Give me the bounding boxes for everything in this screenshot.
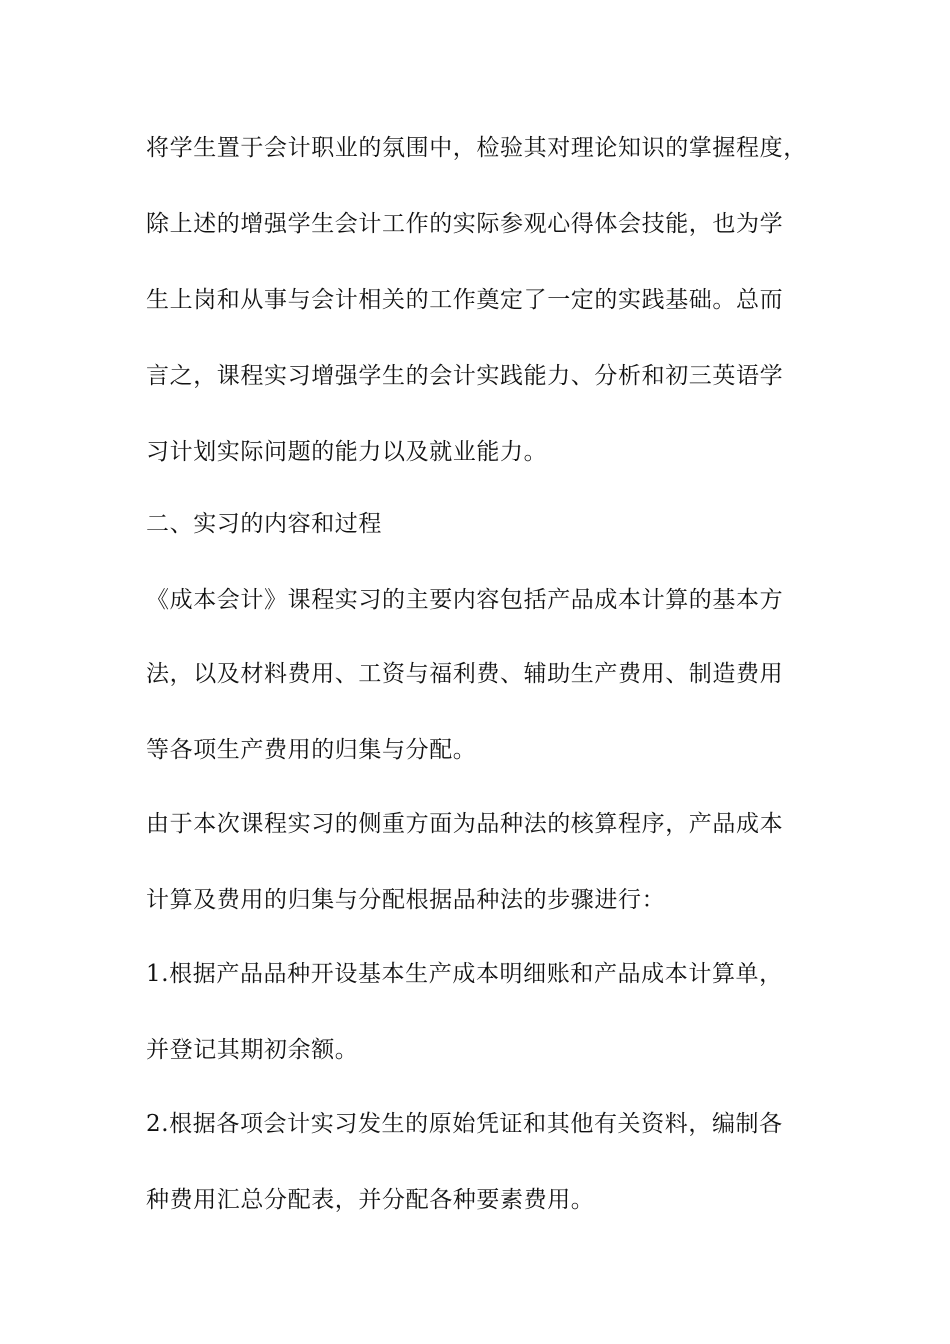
text-line: 生上岗和从事与会计相关的工作奠定了一定的实践基础。总而 [146,287,784,313]
list-item: 2.根据各项会计实习发生的原始凭证和其他有关资料，编制各 [146,1111,783,1137]
text-line: 《成本会计》课程实习的主要内容包括产品成本计算的基本方 [146,587,784,613]
text-line: 将学生置于会计职业的氛围中，检验其对理论知识的掌握程度， [146,135,807,161]
text-line: 计算及费用的归集与分配根据品种法的步骤进行： [146,887,666,913]
text-line: 由于本次课程实习的侧重方面为品种法的核算程序，产品成本 [146,811,784,837]
text-line: 除上述的增强学生会计工作的实际参观心得体会技能，也为学 [146,211,784,237]
text-line: 言之，课程实习增强学生的会计实践能力、分析和初三英语学 [146,363,784,389]
text-line: 并登记其期初余额。 [146,1037,359,1063]
text-line: 等各项生产费用的归集与分配。 [146,737,477,763]
text-line: 习计划实际问题的能力以及就业能力。 [146,439,548,465]
text-line: 法，以及材料费用、工资与福利费、辅助生产费用、制造费用 [146,661,784,687]
text-line: 种费用汇总分配表，并分配各种要素费用。 [146,1187,595,1213]
section-heading: 二、实习的内容和过程 [146,511,382,537]
list-item: 1.根据产品品种开设基本生产成本明细账和产品成本计算单， [146,961,783,987]
